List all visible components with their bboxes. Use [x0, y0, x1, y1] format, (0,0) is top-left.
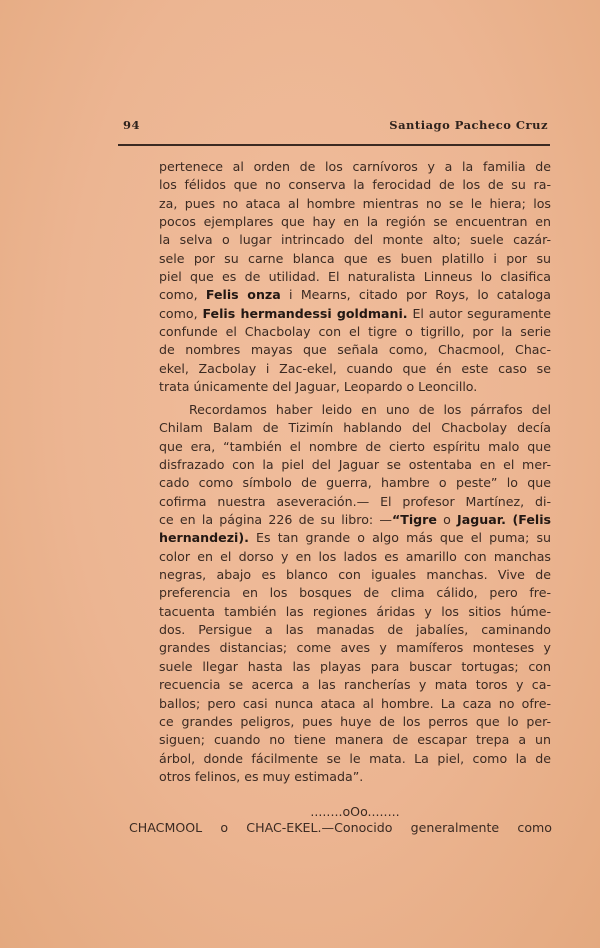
text-segment: negras, abajo es blanco con iguales manchas. Vive de: [159, 567, 551, 583]
text-segment: i Mearns, citado por Roys, lo cataloga: [280, 287, 551, 303]
text-segment: o: [436, 512, 458, 528]
bold-text: Felis hermandessi goldmani.: [202, 305, 408, 321]
text-line: [159, 639, 551, 657]
text-line: [159, 493, 551, 511]
text-line: [159, 511, 551, 529]
text-line: [159, 474, 551, 492]
text-segment: sele por su carne blanca que es buen platillo i por su: [159, 250, 551, 266]
text-segment: Recordamos haber leido en uno de los párrafos del: [189, 402, 551, 417]
text-segment: cado como símbolo de guerra, hambre o peste” lo que: [159, 475, 551, 491]
text-line: [159, 158, 551, 176]
text-segment: trata únicamente del Jaguar, Leopardo o Leoncillo.: [159, 379, 478, 395]
page-number: 94: [123, 118, 141, 132]
text-line: [159, 621, 551, 639]
text-segment: dos. Persigue a las manadas de jabalíes, caminando: [159, 622, 551, 638]
text-line: [159, 195, 551, 213]
text-segment: confunde el Chacbolay con el tigre o tigrillo, por la serie: [159, 324, 551, 340]
text-segment: los félidos que no conserva la ferocidad de los de su ra-: [159, 177, 551, 193]
bold-text: “Tigre: [391, 512, 437, 528]
text-segment: ekel, Zacbolay i Zac-ekel, cuando que én este caso se: [159, 360, 551, 376]
section-separator: ........oOo........: [310, 804, 400, 819]
text-segment: El autor seguramente: [407, 305, 551, 321]
text-line: [159, 676, 551, 694]
paragraph-2: [159, 401, 551, 786]
text-line: [159, 323, 551, 341]
text-segment: ballos; pero casi nunca ataca al hombre. La caza no ofre-: [159, 695, 551, 711]
text-line: [159, 731, 551, 749]
text-line: [159, 360, 551, 378]
text-segment: ce grandes peligros, pues huye de los perros que lo per-: [159, 713, 551, 729]
text-segment: pocos ejemplares que hay en la región se encuentran en: [159, 214, 551, 230]
text-line: [159, 456, 551, 474]
section-heading-line: CHACMOOL o CHAC-EKEL.—Conocido generalmente como: [129, 820, 552, 835]
text-segment: ce en la página 226 de su libro: —: [159, 512, 392, 528]
text-segment: como,: [159, 305, 203, 321]
running-title: Santiago Pacheco Cruz: [389, 118, 548, 132]
text-line: [159, 658, 551, 676]
header-rule: [118, 144, 550, 146]
text-line: [159, 750, 551, 768]
paragraph-1: [159, 158, 551, 396]
text-segment: grandes distancias; come aves y mamíferos monteses y: [159, 640, 551, 656]
text-segment: za, pues no ataca al hombre mientras no se le hiera; los: [159, 195, 551, 211]
text-segment: árbol, donde fácilmente se le mata. La piel, como la de: [159, 750, 551, 766]
text-line: [159, 713, 551, 731]
text-segment: de nombres mayas que señala como, Chacmool, Chac-: [159, 342, 551, 358]
text-segment: como,: [159, 287, 206, 303]
text-line: [159, 438, 551, 456]
text-segment: color en el dorso y en los lados es amarillo con manchas: [159, 548, 551, 564]
text-segment: disfrazado con la piel del Jaguar se ostentaba en el mer-: [159, 457, 551, 473]
bold-text: Jaguar. (Felis: [457, 512, 551, 528]
text-line: [159, 419, 551, 437]
text-segment: la selva o lugar intrincado del monte alto; suele cazár-: [159, 232, 551, 248]
text-segment: recuencia se acerca a las rancherías y mata toros y ca-: [159, 677, 551, 693]
text-line: [159, 529, 551, 547]
text-line: [159, 286, 551, 304]
text-line: [159, 603, 551, 621]
bold-text: hernandezi).: [159, 530, 249, 546]
text-segment: que era, “también el nombre de cierto espíritu malo que: [159, 438, 551, 454]
text-line: [159, 768, 551, 786]
text-segment: cofirma nuestra aseveración.— El profesor Martínez, di-: [159, 493, 551, 509]
text-segment: Chilam Balam de Tizimín hablando del Chacbolay decía: [159, 420, 551, 436]
text-segment: siguen; cuando no tiene manera de escapar trepa a un: [159, 732, 551, 748]
text-line: [159, 695, 551, 713]
text-line: [159, 584, 551, 602]
text-line: [159, 341, 551, 359]
text-segment: pertenece al orden de los carnívoros y a la familia de: [159, 159, 551, 174]
text-segment: Es tan grande o algo más que el puma; su: [248, 530, 551, 546]
text-line: [159, 566, 551, 584]
text-line: [159, 378, 551, 396]
text-line: [159, 401, 551, 419]
text-segment: tacuenta también las regiones áridas y los sitios húme-: [159, 603, 551, 619]
text-line: [159, 231, 551, 249]
text-segment: otros felinos, es muy estimada”.: [159, 768, 364, 784]
text-line: [159, 268, 551, 286]
text-line: [159, 548, 551, 566]
text-line: [159, 250, 551, 268]
text-line: [159, 176, 551, 194]
text-line: [159, 213, 551, 231]
text-segment: suele llegar hasta las playas para buscar tortugas; con: [159, 658, 551, 674]
text-segment: piel que es de utilidad. El naturalista Linneus lo clasifica: [159, 269, 551, 285]
text-line: [159, 305, 551, 323]
text-segment: preferencia en los bosques de clima cálido, pero fre-: [159, 585, 551, 601]
bold-text: Felis onza: [205, 287, 281, 303]
